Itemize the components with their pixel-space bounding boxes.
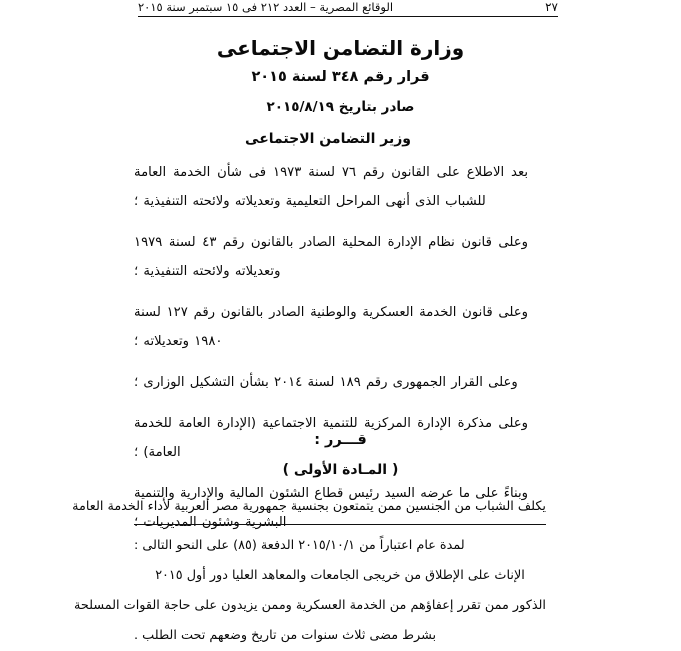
article-line: يكلف الشباب من الجنسين ممن يتمتعون بجنسية جمهورية مصر العربية لأداء الخدمة العامة <box>134 492 546 525</box>
article-line: الإناث على الإطلاق من خريجى الجامعات والمعاهد العليا دور أول ٢٠١٥ <box>155 568 525 583</box>
preamble-paragraph: بعد الاطلاع على القانون رقم ٧٦ لسنة ١٩٧٣ فى شأن الخدمة العامة للشباب الذى أنهى المراحل التعليمية وتعديلاته ولائحته التنفيذية ؛ <box>134 165 529 209</box>
preamble-paragraph: وبناءً على ما عرضه السيد رئيس قطاع الشئون المالية والإدارية والتنمية البشرية وشئون المديريات ؛ <box>134 486 528 530</box>
running-header <box>138 0 558 16</box>
article-line: لمدة عام اعتباراً من ٢٠١٥/١٠/١ الدفعة (٨٥) على النحو التالى : <box>134 538 465 553</box>
preamble-paragraph: وعلى قانون الخدمة العسكرية والوطنية الصادر بالقانون رقم ١٢٧ لسنة ١٩٨٠ وتعديلاته ؛ <box>134 305 528 349</box>
article-one-body <box>72 492 546 651</box>
decision-verb: قـــرر : <box>314 432 367 448</box>
ministry-title: وزارة التضامن الاجتماعى <box>216 36 465 60</box>
header-rule <box>138 16 558 17</box>
preamble-paragraph: وعلى مذكرة الإدارة المركزية للتنمية الاجتماعية (الإدارة العامة للخدمة العامة) ؛ <box>134 416 528 460</box>
page-number: ٢٧ <box>545 0 558 14</box>
preamble-paragraph: وعلى القرار الجمهورى رقم ١٨٩ لسنة ٢٠١٤ بشأن التشكيل الوزارى ؛ <box>134 375 518 390</box>
preamble-section <box>134 158 546 549</box>
preamble-paragraph: وعلى قانون نظام الإدارة المحلية الصادر بالقانون رقم ٤٣ لسنة ١٩٧٩ وتعديلاته ولائحته التنفيذية ؛ <box>134 235 528 279</box>
article-line: بشرط مضى ثلاث سنوات من تاريخ وضعهم تحت الطلب . <box>134 628 437 643</box>
publication-line: الوقائع المصرية – العدد ٢١٢ فى ١٥ سبتمبر سنة ٢٠١٥ <box>138 0 394 14</box>
issuing-minister: وزير التضامن الاجتماعى <box>245 131 411 147</box>
decree-number: قرار رقم ٣٤٨ لسنة ٢٠١٥ <box>251 69 430 85</box>
article-line: الذكور ممن تقرر إعفاؤهم من الخدمة العسكرية وممن يزيدون على حاجة القوات المسلحة <box>73 598 546 613</box>
decree-date: صادر بتاريخ ٢٠١٥/٨/١٩ <box>266 99 415 115</box>
article-one-heading: ( المـادة الأولى ) <box>282 462 399 478</box>
